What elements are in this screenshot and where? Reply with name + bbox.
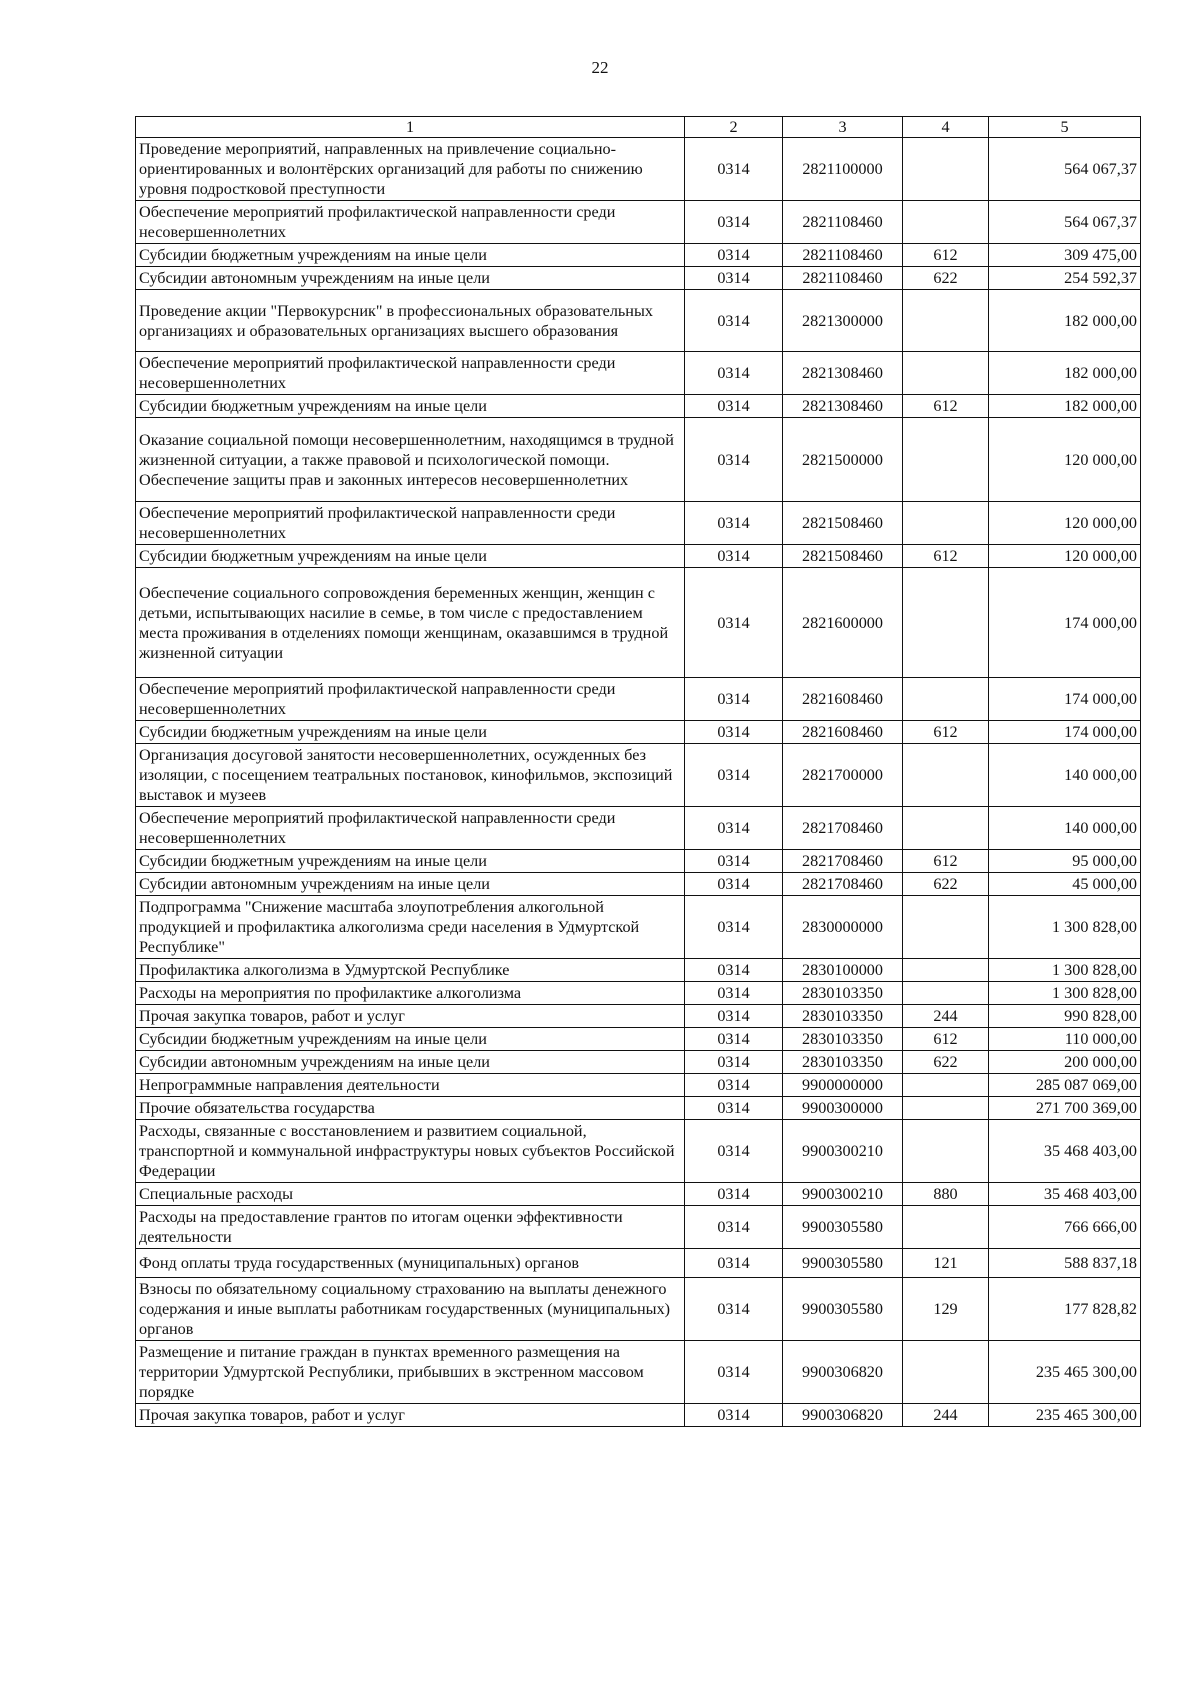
table-row (136, 1005, 1141, 1028)
expense-type-cell (903, 138, 989, 201)
target-article-cell: 2821608460 (783, 721, 903, 744)
target-article-cell: 9900305580 (783, 1278, 903, 1341)
expense-type-cell: 612 (903, 395, 989, 418)
row-name-cell: Обеспечение мероприятий профилактической направленности среди несовершеннолетних (136, 201, 685, 244)
row-name-cell: Прочая закупка товаров, работ и услуг (136, 1005, 685, 1028)
row-name-cell: Подпрограмма "Снижение масштаба злоупотребления алкогольной продукцией и профилактика алкоголизма среди населения в Удмуртской Республике" (136, 896, 685, 959)
row-name-cell: Фонд оплаты труда государственных (муниципальных) органов (136, 1249, 685, 1278)
table-row (136, 1097, 1141, 1120)
section-code-cell: 0314 (685, 678, 783, 721)
expense-type-cell (903, 1206, 989, 1249)
expense-type-cell (903, 744, 989, 807)
section-code-cell: 0314 (685, 1005, 783, 1028)
row-name-cell: Прочая закупка товаров, работ и услуг (136, 1404, 685, 1427)
expense-type-cell (903, 352, 989, 395)
expense-type-cell: 612 (903, 850, 989, 873)
section-code-cell: 0314 (685, 982, 783, 1005)
table-row (136, 290, 1141, 352)
section-code-cell: 0314 (685, 352, 783, 395)
table-row (136, 1183, 1141, 1206)
expense-type-cell: 612 (903, 721, 989, 744)
section-code-cell: 0314 (685, 1278, 783, 1341)
amount-cell: 174 000,00 (989, 568, 1141, 678)
table-row (136, 850, 1141, 873)
section-code-cell: 0314 (685, 244, 783, 267)
row-name-cell: Субсидии бюджетным учреждениям на иные цели (136, 721, 685, 744)
row-name-cell: Субсидии бюджетным учреждениям на иные цели (136, 850, 685, 873)
header-row (136, 117, 1141, 138)
table-row (136, 201, 1141, 244)
table-row (136, 678, 1141, 721)
table-row (136, 1051, 1141, 1074)
row-name-cell: Обеспечение мероприятий профилактической направленности среди несовершеннолетних (136, 502, 685, 545)
amount-cell: 235 465 300,00 (989, 1341, 1141, 1404)
expense-type-cell: 612 (903, 545, 989, 568)
table-row (136, 1341, 1141, 1404)
row-name-cell: Организация досуговой занятости несовершеннолетних, осужденных без изоляции, с посещением театральных постановок, кинофильмов, экспозиций выставок и музеев (136, 744, 685, 807)
table-row (136, 744, 1141, 807)
row-name-cell: Проведение акции "Первокурсник" в профессиональных образовательных организациях и образовательных организациях высшего образования (136, 290, 685, 352)
table-row (136, 982, 1141, 1005)
expense-type-cell: 121 (903, 1249, 989, 1278)
row-name-cell: Обеспечение социального сопровождения беременных женщин, женщин с детьми, испытывающих насилие в семье, в том числе с предоставлением места проживания в отделениях помощи женщинам, оказавшимся в трудной жизненной ситуации (136, 568, 685, 678)
section-code-cell: 0314 (685, 1404, 783, 1427)
target-article-cell: 2830103350 (783, 982, 903, 1005)
section-code-cell: 0314 (685, 1183, 783, 1206)
section-code-cell: 0314 (685, 502, 783, 545)
section-code-cell: 0314 (685, 1249, 783, 1278)
row-name-cell: Субсидии бюджетным учреждениям на иные цели (136, 1028, 685, 1051)
header-cell: 1 (136, 117, 685, 138)
row-name-cell: Субсидии автономным учреждениям на иные цели (136, 873, 685, 896)
section-code-cell: 0314 (685, 744, 783, 807)
target-article-cell: 9900000000 (783, 1074, 903, 1097)
table-row (136, 1206, 1141, 1249)
amount-cell: 235 465 300,00 (989, 1404, 1141, 1427)
expense-type-cell: 622 (903, 873, 989, 896)
row-name-cell: Субсидии бюджетным учреждениям на иные цели (136, 244, 685, 267)
target-article-cell: 2821308460 (783, 352, 903, 395)
target-article-cell: 2821108460 (783, 267, 903, 290)
target-article-cell: 2821308460 (783, 395, 903, 418)
section-code-cell: 0314 (685, 721, 783, 744)
expense-type-cell (903, 201, 989, 244)
row-name-cell: Субсидии автономным учреждениям на иные цели (136, 1051, 685, 1074)
expense-type-cell (903, 502, 989, 545)
amount-cell: 35 468 403,00 (989, 1120, 1141, 1183)
section-code-cell: 0314 (685, 290, 783, 352)
amount-cell: 285 087 069,00 (989, 1074, 1141, 1097)
target-article-cell: 2821600000 (783, 568, 903, 678)
amount-cell: 140 000,00 (989, 744, 1141, 807)
section-code-cell: 0314 (685, 873, 783, 896)
target-article-cell: 2821300000 (783, 290, 903, 352)
expense-type-cell (903, 418, 989, 502)
table-row (136, 244, 1141, 267)
amount-cell: 1 300 828,00 (989, 959, 1141, 982)
section-code-cell: 0314 (685, 267, 783, 290)
amount-cell: 120 000,00 (989, 418, 1141, 502)
amount-cell: 990 828,00 (989, 1005, 1141, 1028)
amount-cell: 120 000,00 (989, 545, 1141, 568)
table-row (136, 568, 1141, 678)
target-article-cell: 9900306820 (783, 1404, 903, 1427)
row-name-cell: Субсидии бюджетным учреждениям на иные цели (136, 395, 685, 418)
target-article-cell: 2830103350 (783, 1051, 903, 1074)
row-name-cell: Непрограммные направления деятельности (136, 1074, 685, 1097)
expense-type-cell (903, 1074, 989, 1097)
row-name-cell: Расходы на мероприятия по профилактике алкоголизма (136, 982, 685, 1005)
amount-cell: 177 828,82 (989, 1278, 1141, 1341)
table-row (136, 959, 1141, 982)
table-row (136, 807, 1141, 850)
section-code-cell: 0314 (685, 1341, 783, 1404)
target-article-cell: 9900300210 (783, 1183, 903, 1206)
row-name-cell: Расходы на предоставление грантов по итогам оценки эффективности деятельности (136, 1206, 685, 1249)
target-article-cell: 2821608460 (783, 678, 903, 721)
target-article-cell: 9900305580 (783, 1206, 903, 1249)
section-code-cell: 0314 (685, 1120, 783, 1183)
amount-cell: 174 000,00 (989, 721, 1141, 744)
row-name-cell: Субсидии бюджетным учреждениям на иные цели (136, 545, 685, 568)
section-code-cell: 0314 (685, 896, 783, 959)
amount-cell: 271 700 369,00 (989, 1097, 1141, 1120)
target-article-cell: 2830103350 (783, 1028, 903, 1051)
amount-cell: 1 300 828,00 (989, 896, 1141, 959)
expense-type-cell (903, 896, 989, 959)
row-name-cell: Взносы по обязательному социальному страхованию на выплаты денежного содержания и иные выплаты работникам государственных (муниципальных) органов (136, 1278, 685, 1341)
table-row (136, 1404, 1141, 1427)
table-row (136, 1278, 1141, 1341)
row-name-cell: Субсидии автономным учреждениям на иные цели (136, 267, 685, 290)
expense-type-cell: 622 (903, 267, 989, 290)
table-row (136, 1249, 1141, 1278)
row-name-cell: Прочие обязательства государства (136, 1097, 685, 1120)
header-cell: 4 (903, 117, 989, 138)
table-row (136, 267, 1141, 290)
amount-cell: 1 300 828,00 (989, 982, 1141, 1005)
target-article-cell: 2821708460 (783, 807, 903, 850)
header-cell: 2 (685, 117, 783, 138)
section-code-cell: 0314 (685, 1051, 783, 1074)
amount-cell: 95 000,00 (989, 850, 1141, 873)
amount-cell: 309 475,00 (989, 244, 1141, 267)
target-article-cell: 2830103350 (783, 1005, 903, 1028)
amount-cell: 588 837,18 (989, 1249, 1141, 1278)
target-article-cell: 2830000000 (783, 896, 903, 959)
page-number: 22 (591, 58, 609, 77)
expense-type-cell (903, 290, 989, 352)
amount-cell: 110 000,00 (989, 1028, 1141, 1051)
row-name-cell: Обеспечение мероприятий профилактической направленности среди несовершеннолетних (136, 807, 685, 850)
section-code-cell: 0314 (685, 138, 783, 201)
expense-type-cell: 244 (903, 1005, 989, 1028)
target-article-cell: 2821708460 (783, 873, 903, 896)
target-article-cell: 9900300000 (783, 1097, 903, 1120)
expense-type-cell (903, 568, 989, 678)
target-article-cell: 2821500000 (783, 418, 903, 502)
expense-type-cell: 244 (903, 1404, 989, 1427)
amount-cell: 182 000,00 (989, 290, 1141, 352)
row-name-cell: Профилактика алкоголизма в Удмуртской Республике (136, 959, 685, 982)
row-name-cell: Специальные расходы (136, 1183, 685, 1206)
section-code-cell: 0314 (685, 1097, 783, 1120)
amount-cell: 35 468 403,00 (989, 1183, 1141, 1206)
table-row (136, 502, 1141, 545)
table-row (136, 873, 1141, 896)
row-name-cell: Обеспечение мероприятий профилактической направленности среди несовершеннолетних (136, 352, 685, 395)
row-name-cell: Проведение мероприятий, направленных на привлечение социально-ориентированных и волонтёрских организаций для работы по снижению уровня подростковой преступности (136, 138, 685, 201)
target-article-cell: 9900306820 (783, 1341, 903, 1404)
expense-type-cell (903, 1097, 989, 1120)
section-code-cell: 0314 (685, 545, 783, 568)
expense-type-cell: 880 (903, 1183, 989, 1206)
amount-cell: 564 067,37 (989, 138, 1141, 201)
amount-cell: 182 000,00 (989, 352, 1141, 395)
expense-type-cell (903, 959, 989, 982)
table-row (136, 418, 1141, 502)
section-code-cell: 0314 (685, 1028, 783, 1051)
row-name-cell: Обеспечение мероприятий профилактической направленности среди несовершеннолетних (136, 678, 685, 721)
row-name-cell: Оказание социальной помощи несовершеннолетним, находящимся в трудной жизненной ситуации, а также правовой и психологической помощи. Обеспечение защиты прав и законных интересов несовершеннолетних (136, 418, 685, 502)
target-article-cell: 2821508460 (783, 502, 903, 545)
section-code-cell: 0314 (685, 568, 783, 678)
amount-cell: 766 666,00 (989, 1206, 1141, 1249)
section-code-cell: 0314 (685, 201, 783, 244)
header-cell: 5 (989, 117, 1141, 138)
target-article-cell: 2821708460 (783, 850, 903, 873)
table-row (136, 1028, 1141, 1051)
table-row (136, 896, 1141, 959)
table-row (136, 1120, 1141, 1183)
target-article-cell: 9900300210 (783, 1120, 903, 1183)
expense-type-cell (903, 982, 989, 1005)
section-code-cell: 0314 (685, 418, 783, 502)
table-row (136, 545, 1141, 568)
expense-type-cell: 612 (903, 244, 989, 267)
budget-table (135, 116, 1141, 1427)
expense-type-cell: 612 (903, 1028, 989, 1051)
table-row (136, 1074, 1141, 1097)
target-article-cell: 2821508460 (783, 545, 903, 568)
row-name-cell: Расходы, связанные с восстановлением и развитием социальной, транспортной и коммунальной инфраструктуры новых субъектов Российской Федерации (136, 1120, 685, 1183)
section-code-cell: 0314 (685, 850, 783, 873)
table-row (136, 721, 1141, 744)
expense-type-cell: 622 (903, 1051, 989, 1074)
table-row (136, 138, 1141, 201)
amount-cell: 120 000,00 (989, 502, 1141, 545)
row-name-cell: Размещение и питание граждан в пунктах временного размещения на территории Удмуртской Республики, прибывших в экстренном массовом порядке (136, 1341, 685, 1404)
amount-cell: 200 000,00 (989, 1051, 1141, 1074)
expense-type-cell (903, 1120, 989, 1183)
amount-cell: 182 000,00 (989, 395, 1141, 418)
table-row (136, 352, 1141, 395)
table-row (136, 395, 1141, 418)
amount-cell: 45 000,00 (989, 873, 1141, 896)
header-cell: 3 (783, 117, 903, 138)
expense-type-cell (903, 678, 989, 721)
section-code-cell: 0314 (685, 1074, 783, 1097)
expense-type-cell: 129 (903, 1278, 989, 1341)
section-code-cell: 0314 (685, 959, 783, 982)
target-article-cell: 2821108460 (783, 201, 903, 244)
target-article-cell: 2830100000 (783, 959, 903, 982)
expense-type-cell (903, 1341, 989, 1404)
amount-cell: 140 000,00 (989, 807, 1141, 850)
expense-type-cell (903, 807, 989, 850)
section-code-cell: 0314 (685, 1206, 783, 1249)
section-code-cell: 0314 (685, 395, 783, 418)
target-article-cell: 2821700000 (783, 744, 903, 807)
amount-cell: 174 000,00 (989, 678, 1141, 721)
amount-cell: 254 592,37 (989, 267, 1141, 290)
section-code-cell: 0314 (685, 807, 783, 850)
target-article-cell: 2821108460 (783, 244, 903, 267)
amount-cell: 564 067,37 (989, 201, 1141, 244)
target-article-cell: 2821100000 (783, 138, 903, 201)
target-article-cell: 9900305580 (783, 1249, 903, 1278)
